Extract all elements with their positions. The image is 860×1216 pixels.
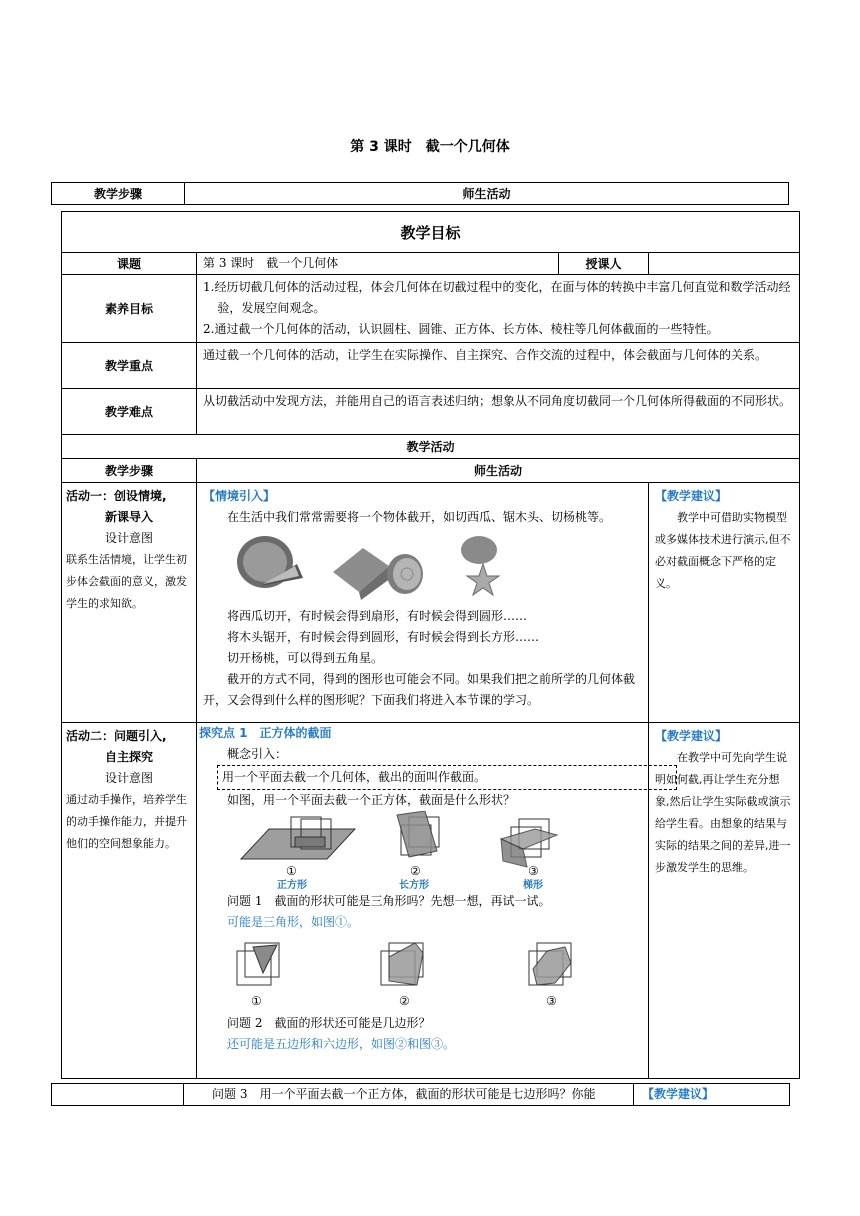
header-activity: 师生活动	[185, 183, 789, 205]
difficulty-label: 教学难点	[62, 389, 197, 435]
act1-intro: 在生活中我们常常需要将一个物体截开，如切西瓜、锯木头、切杨桃等。	[227, 510, 612, 524]
act1-line-3: 切开杨桃，可以得到五角星。	[227, 651, 384, 665]
bottom-suggest-cell	[634, 1084, 790, 1106]
act1-design-text: 联系生活情境，让学生初步体会截面的意义，激发学生的求知欲。	[66, 553, 187, 610]
fig1-num-1: ①	[286, 864, 297, 878]
act2-explore-label: 探究点 1 正方体的截面	[199, 726, 332, 740]
bottom-q3: 问题 3 用一个平面去截一个正方体，截面的形状可能是七边形吗？你能	[184, 1084, 634, 1106]
activities-col-step: 教学步骤	[62, 459, 197, 483]
watermelon-image	[233, 530, 305, 600]
act1-name-line1: 活动一：创设情境,	[66, 489, 167, 503]
act2-name-line2: 自主探究	[104, 750, 153, 764]
fig1-caption-trapezoid: 梯形	[523, 880, 543, 891]
topic-value: 第 3 课时 截一个几何体	[197, 253, 559, 275]
bottom-table	[51, 1083, 790, 1106]
starfruit-image	[453, 532, 513, 600]
act1-design-label: 设计意图	[104, 531, 153, 545]
teacher-value	[649, 253, 800, 275]
act2-content-cell	[197, 723, 649, 1079]
act1-line-2: 将木头锯开，有时候会得到圆形，有时候会得到长方形……	[227, 630, 540, 644]
bottom-suggest-label: 【教学建议】	[642, 1087, 715, 1101]
act1-content-cell	[197, 483, 649, 723]
cube-square-section	[239, 815, 359, 867]
fig1-num-3: ③	[528, 864, 539, 878]
header-step: 教学步骤	[52, 183, 185, 205]
page-title: 第 3 课时 截一个几何体	[350, 139, 510, 155]
literacy-item-1: 1.经历切截几何体的活动过程，体会几何体在切截过程中的变化，在面与体的转换中丰富几何直觉和数学活动经验，发展空间观念。	[203, 280, 791, 315]
act2-question-fig: 如图，用一个平面去截一个正方体，截面是什么形状？	[227, 793, 516, 807]
activities-col-activity: 师生活动	[197, 459, 800, 483]
wood-image	[329, 542, 429, 600]
act1-photos	[203, 528, 642, 606]
topic-label: 课题	[62, 253, 197, 275]
act1-line-4: 截开的方式不同，得到的图形也可能会不同。如果我们把之前所学的几何体截开，又会得到什么样的图形呢？下面我们将进入本节课的学习。	[203, 672, 636, 707]
act1-suggest-label: 【教学建议】	[655, 489, 728, 503]
bottom-step-cell	[52, 1084, 184, 1106]
act1-line-1: 将西瓜切开，有时候会得到扇形，有时候会得到圆形……	[227, 609, 528, 623]
cube-sections-figure-1	[203, 811, 642, 891]
act1-section-label: 【情境引入】	[203, 489, 276, 503]
literacy-item-2: 2.通过截一个几何体的活动，认识圆柱、圆锥、正方体、长方体、棱柱等几何体截面的一些特性。	[203, 322, 719, 336]
act2-suggest-label: 【教学建议】	[655, 729, 728, 743]
act2-step-cell	[62, 723, 197, 1079]
activities-heading: 教学活动	[62, 435, 800, 459]
act1-name-line2: 新课导入	[104, 510, 153, 524]
fig1-caption-rectangle: 长方形	[399, 880, 429, 891]
top-header-table	[51, 182, 789, 205]
fig2-num-1: ①	[251, 994, 262, 1008]
literacy-label: 素养目标	[62, 275, 197, 343]
act2-a1: 可能是三角形，如图①。	[227, 915, 360, 929]
fig1-caption-square: 正方形	[277, 880, 307, 891]
act2-name-line1: 活动二：问题引入,	[66, 729, 167, 743]
key-label: 教学重点	[62, 343, 197, 389]
fig2-num-2: ②	[399, 994, 410, 1008]
fig2-num-3: ③	[546, 994, 557, 1008]
cube-pentagon-section	[377, 939, 427, 989]
cube-hexagon-section	[525, 939, 575, 989]
act1-step-cell	[62, 483, 197, 723]
act2-q1: 问题 1 截面的形状可能是三角形吗？先想一想，再试一试。	[227, 894, 551, 908]
act1-suggest-cell	[649, 483, 800, 723]
act2-definition: 用一个平面去截一个几何体，截出的面叫作截面。	[217, 765, 677, 790]
fig1-num-2: ②	[410, 864, 421, 878]
act2-design-text: 通过动手操作，培养学生的动手操作能力，并提升他们的空间想象能力。	[66, 793, 187, 850]
teacher-label: 授课人	[559, 253, 649, 275]
act2-concept-intro: 概念引入：	[227, 747, 288, 761]
act2-a2: 还可能是五边形和六边形，如图②和图③。	[227, 1037, 456, 1051]
act2-q2: 问题 2 截面的形状还可能是几边形？	[227, 1016, 431, 1030]
act2-suggest-text: 在教学中可先向学生说明如何截,再让学生充分想象,然后让学生实际截或演示给学生看。由想象的结果与实际的结果之间的差异,进一步激发学生的思维。	[655, 751, 791, 874]
literacy-goals	[197, 275, 800, 343]
difficulty-text: 从切截活动中发现方法，并能用自己的语言表述归纳；想象从不同角度切截同一个几何体所得截面的不同形状。	[197, 389, 800, 435]
cube-sections-figure-2	[203, 933, 642, 1013]
key-text: 通过截一个几何体的活动，让学生在实际操作、自主探究、合作交流的过程中，体会截面与几何体的关系。	[197, 343, 800, 389]
act1-suggest-text: 教学中可借助实物模型或多媒体技术进行演示,但不必对截面概念下严格的定义。	[655, 511, 791, 590]
act2-design-label: 设计意图	[104, 771, 153, 785]
main-table	[61, 211, 800, 1079]
cube-triangle-section	[233, 939, 283, 989]
objectives-heading: 教学目标	[62, 212, 800, 253]
